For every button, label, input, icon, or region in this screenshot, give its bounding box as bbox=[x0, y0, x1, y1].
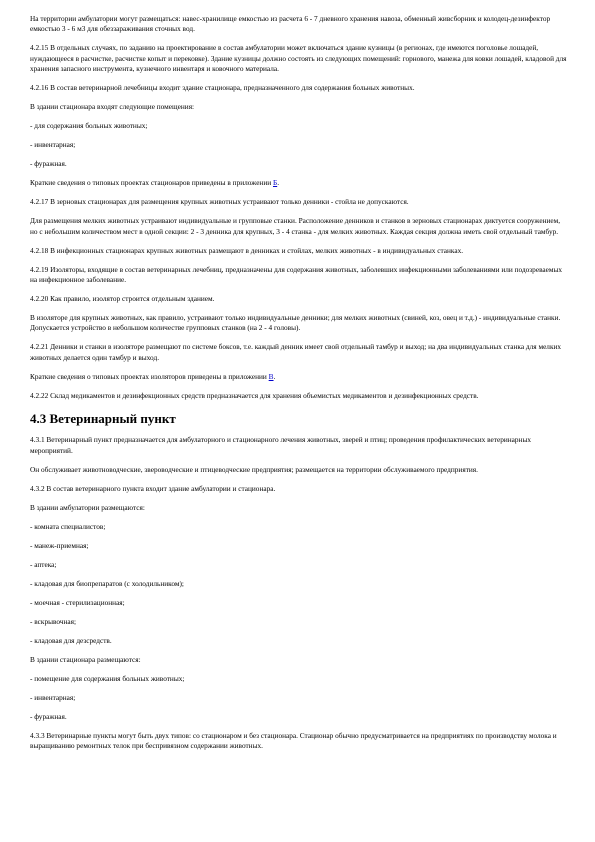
list-item: - фуражная. bbox=[30, 159, 67, 169]
paragraph: В здании амбулатории размещаются: bbox=[30, 502, 145, 512]
paragraph: 4.2.22 Склад медикаментов и дезинфекционных средств предназначается для хранения объемистых медикаментов и дезинфекционных средств. bbox=[30, 390, 479, 400]
paragraph: В здании стационара размещаются: bbox=[30, 654, 141, 664]
list-item: - кладовая для дезсредств. bbox=[30, 635, 112, 645]
list-item: - манеж-приемная; bbox=[30, 540, 89, 550]
section-4-2-continued bbox=[30, 14, 569, 401]
paragraph: 4.3.2 В состав ветеринарного пункта входит здание амбулатории и стационара. bbox=[30, 483, 276, 493]
list-item: - помещение для содержания больных животных; bbox=[30, 673, 185, 683]
paragraph: 4.2.21 Денники и станки в изоляторе размещают по системе боксов, т.е. каждый денник имеет свой отдельный тамбур и выход; на два индивидуальных станка для мелких животных делается один тамбур и выход. bbox=[30, 342, 562, 362]
paragraph: В здании стационара входят следующие помещения: bbox=[30, 102, 195, 112]
list-item: - фуражная. bbox=[30, 711, 67, 721]
paragraph: 4.2.20 Как правило, изолятор строится отдельным зданием. bbox=[30, 294, 215, 304]
list-item: - кладовая для биопрепаратов (с холодильником); bbox=[30, 578, 184, 588]
paragraph: В изоляторе для крупных животных, как правило, устраивают только индивидуальные денники; для мелких животных (свиней, коз, овец и т.д.) - индивидуальные станки. Допускается устройство в небольшом количестве групповых станков (на 2 - 4 головы). bbox=[30, 313, 561, 333]
appendix-v-link[interactable]: В bbox=[268, 371, 274, 381]
list-item: - для содержания больных животных; bbox=[30, 121, 148, 131]
list-item: - моечная - стерилизационная; bbox=[30, 597, 125, 607]
list-item: - комната специалистов; bbox=[30, 521, 106, 531]
list-item: - вскрывочная; bbox=[30, 616, 77, 626]
paragraph: Он обслуживает животноводческие, звероводческие и птицеводческие предприятия; размещается на территории обслуживаемого предприятия. bbox=[30, 464, 478, 474]
list-item: - инвентарная; bbox=[30, 692, 76, 702]
section-heading: 4.3 Ветеринарный пункт bbox=[30, 411, 176, 427]
paragraph: 4.2.18 В инфекционных стационарах крупных животных размещают в денниках и стойлах, мелких животных - в индивидуальных станках. bbox=[30, 245, 464, 255]
paragraph: На территории амбулатории могут размещаться: навес-хранилище емкостью из расчета 6 - 7 дневного хранения навоза, обменный живсборник и колодец-дезинфектор емкостью 3 - 6 м3 для обеззараживания сточных вод. bbox=[30, 14, 551, 34]
appendix-b-link[interactable]: Б bbox=[272, 178, 278, 188]
paragraph: Для размещения мелких животных устраивают индивидуальные и групповые станки. Расположение денников и станков в зерновых стационарах диктуется сооружением, но с небольшим количеством мест в одной секции: 2 - 3 денника для крупных, 3 - 4 станка - для мелких животных. Каждая секция должна иметь свой отдельный тамбур. bbox=[30, 216, 561, 236]
paragraph: 4.2.19 Изоляторы, входящие в состав ветеринарных лечебниц, предназначены для содержания животных, заболевших инфекционными заболеваниями или подозреваемых на инфекционное заболевание. bbox=[30, 264, 563, 285]
paragraph: 4.3.1 Ветеринарный пункт предназначается для амбулаторного и стационарного лечения животных, зверей и птиц; проведения профилактических ветеринарных мероприятий. bbox=[30, 435, 532, 455]
paragraph: 4.3.3 Ветеринарные пункты могут быть двух типов: со стационаром и без стационара. Стационар обычно предусматривается на предприятиях по производству молока и выращиванию ремонтных телок при беспривязном содержании животных. bbox=[30, 730, 557, 751]
paragraph: 4.2.16 В состав ветеринарной лечебницы входит здание стационара, предназначенного для содержания больных животных. bbox=[30, 83, 415, 93]
reference-suffix: . bbox=[277, 178, 280, 188]
paragraph: 4.2.17 В зерновых стационарах для размещения крупных животных устраивают только денники - стойла не допускаются. bbox=[30, 197, 409, 207]
list-item: - аптека; bbox=[30, 559, 57, 569]
reference-text: Краткие сведения о типовых проектах стационаров приведены в приложении bbox=[30, 178, 273, 188]
appendix-reference-b bbox=[30, 178, 569, 188]
appendix-reference-v bbox=[30, 372, 569, 382]
paragraph: 4.2.15 В отдельных случаях, по заданию на проектирование в состав амбулатории может включаться здание кузницы (в регионах, где имеются поголовье лошадей, нуждающееся в расчистке, расчистке копыт и перековке). Здание кузницы должно состоять из следующих помещений: горнового, манежа для ковки лошадей, кладовой для хранения запасного инструмента, кузнечного инвентаря и ковочного материала. bbox=[30, 43, 567, 74]
list-item: - инвентарная; bbox=[30, 140, 76, 150]
reference-text: Краткие сведения о типовых проектах изоляторов приведены в приложении bbox=[30, 371, 269, 381]
section-4-3 bbox=[30, 435, 569, 751]
reference-suffix: . bbox=[273, 371, 276, 381]
